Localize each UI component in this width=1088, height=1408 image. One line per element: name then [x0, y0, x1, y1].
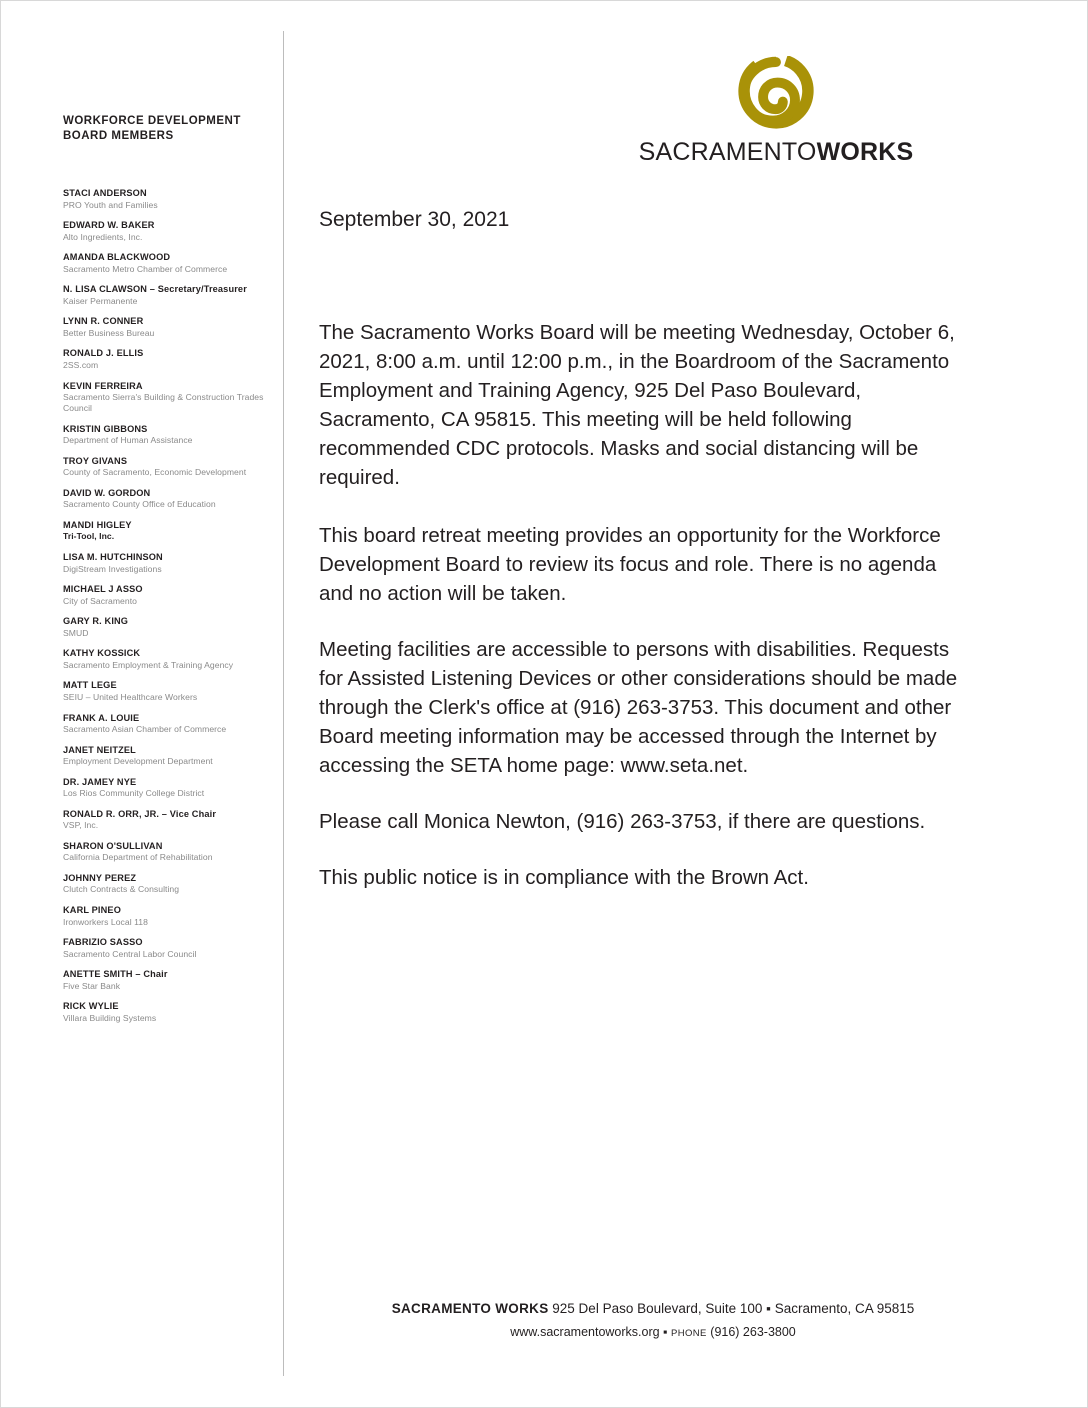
logo-text-works: WORKS	[816, 138, 914, 166]
board-member-name: KRISTIN GIBBONS	[63, 423, 148, 434]
board-member-organization: DigiStream Investigations	[63, 563, 162, 574]
footer-contact-line	[283, 1322, 1023, 1344]
board-member-organization: Five Star Bank	[63, 980, 121, 991]
letter-paragraph-1: The Sacramento Works Board will be meeting Wednesday, October 6, 2021, 8:00 a.m. until 12:00 p.m., in the Boardroom of the Sacramento Employment and Training Agency, 925 Del Paso Boulevard, Sacramento, CA 95815. This meeting will be held following recommended CDC protocols. Masks and social distancing will be required.	[319, 321, 955, 489]
board-member-name: JANET NEITZEL	[63, 744, 136, 755]
board-member-entry	[63, 424, 283, 447]
board-member-name: RONALD R. ORR, JR. – Vice Chair	[63, 808, 217, 819]
board-member-entry	[63, 188, 283, 211]
board-members-sidebar	[63, 114, 283, 1033]
board-member-name: N. LISA CLAWSON – Secretary/Treasurer	[63, 284, 247, 295]
board-member-organization: Employment Development Department	[63, 756, 213, 767]
board-member-entry	[63, 220, 283, 243]
letter-paragraph-4: Please call Monica Newton, (916) 263-3753, if there are questions.	[319, 810, 926, 833]
board-member-organization: Kaiser Permanente	[63, 295, 138, 306]
footer-phone: (916) 263-3800	[710, 1325, 796, 1339]
footer-website: www.sacramentoworks.org	[510, 1325, 660, 1339]
board-member-entry	[63, 284, 283, 307]
board-member-name: KARL PINEO	[63, 905, 121, 916]
logo-text-sacramento: SACRAMENTO	[638, 138, 817, 166]
sidebar-heading-line1: WORKFORCE DEVELOPMENT	[63, 115, 241, 127]
board-member-organization: County of Sacramento, Economic Development	[63, 467, 247, 478]
board-member-name: EDWARD W. BAKER	[63, 220, 155, 231]
letterhead-footer	[283, 1299, 1023, 1344]
board-member-name: MANDI HIGLEY	[63, 519, 132, 530]
footer-org-name: SACRAMENTO WORKS	[391, 1301, 549, 1316]
board-member-entry	[63, 937, 283, 960]
board-member-entry	[63, 905, 283, 928]
board-member-organization: Sacramento County Office of Education	[63, 499, 216, 510]
board-member-name: RICK WYLIE	[63, 1001, 119, 1012]
board-member-entry	[63, 680, 283, 703]
sidebar-heading	[63, 114, 283, 144]
board-member-entry	[63, 1001, 283, 1024]
board-member-name: SHARON O'SULLIVAN	[63, 840, 163, 851]
board-member-entry	[63, 841, 283, 864]
letter-paragraph-3: Meeting facilities are accessible to persons with disabilities. Requests for Assisted Listening Devices or other considerations should be made through the Clerk's office at (916) 263-3753. This document and other Board meeting information may be accessed through the Internet by accessing the SETA home page: www.seta.net.	[319, 638, 958, 777]
board-member-name: MICHAEL J ASSO	[63, 584, 143, 595]
board-member-name: DR. JAMEY NYE	[63, 776, 137, 787]
board-member-name: LISA M. HUTCHINSON	[63, 552, 163, 563]
board-member-organization: California Department of Rehabilitation	[63, 852, 213, 863]
board-member-entry	[63, 456, 283, 479]
board-member-organization: SEIU – United Healthcare Workers	[63, 691, 198, 702]
board-member-organization: Alto Ingredients, Inc.	[63, 231, 143, 242]
letter-body	[319, 206, 969, 919]
board-members-list	[63, 188, 283, 1024]
board-member-entry	[63, 616, 283, 639]
board-member-entry	[63, 252, 283, 275]
board-member-name: KATHY KOSSICK	[63, 648, 141, 659]
board-member-name: ANETTE SMITH – Chair	[63, 969, 168, 980]
board-member-organization: Ironworkers Local 118	[63, 916, 148, 927]
board-member-entry	[63, 873, 283, 896]
board-member-name: FABRIZIO SASSO	[63, 937, 143, 948]
board-member-name: MATT LEGE	[63, 680, 117, 691]
letter-paragraph-2: This board retreat meeting provides an opportunity for the Workforce Development Board to review its focus and role. There is no agenda and no action will be taken.	[319, 524, 941, 605]
board-member-entry	[63, 348, 283, 371]
board-member-name: JOHNNY PEREZ	[63, 872, 137, 883]
board-member-organization: Los Rios Community College District	[63, 788, 205, 799]
board-member-organization: Clutch Contracts & Consulting	[63, 884, 180, 895]
board-member-organization: Department of Human Assistance	[63, 435, 193, 446]
board-member-organization: Tri-Tool, Inc.	[63, 531, 115, 542]
vertical-divider	[283, 31, 284, 1376]
board-member-name: TROY GIVANS	[63, 455, 128, 466]
board-member-name: LYNN R. CONNER	[63, 316, 144, 327]
logo-wordmark	[561, 138, 991, 167]
board-member-entry	[63, 316, 283, 339]
board-member-entry	[63, 713, 283, 736]
board-member-organization: Sacramento Metro Chamber of Commerce	[63, 263, 228, 274]
board-member-entry	[63, 648, 283, 671]
board-member-name: STACI ANDERSON	[63, 188, 147, 198]
board-member-organization: Villara Building Systems	[63, 1012, 157, 1023]
letterhead-logo	[561, 56, 991, 167]
board-member-organization: VSP, Inc.	[63, 820, 99, 831]
board-member-organization: Sacramento Asian Chamber of Commerce	[63, 724, 227, 734]
board-member-name: KEVIN FERREIRA	[63, 380, 143, 391]
board-member-name: FRANK A. LOUIE	[63, 712, 140, 723]
board-member-entry	[63, 488, 283, 511]
board-member-entry	[63, 520, 283, 543]
board-member-entry	[63, 381, 283, 415]
footer-address: 925 Del Paso Boulevard, Suite 100 ▪ Sacramento, CA 95815	[552, 1301, 915, 1316]
board-member-name: GARY R. KING	[63, 616, 129, 627]
footer-separator: ▪	[663, 1325, 668, 1339]
board-member-entry	[63, 552, 283, 575]
board-member-entry	[63, 777, 283, 800]
board-member-entry	[63, 969, 283, 992]
board-member-name: RONALD J. ELLIS	[63, 348, 144, 359]
footer-address-line	[283, 1299, 1023, 1319]
sidebar-heading-line2: BOARD MEMBERS	[63, 130, 174, 142]
board-member-entry	[63, 745, 283, 768]
board-member-organization: 2SS.com	[63, 359, 99, 370]
sacramento-works-swirl-logo	[738, 56, 814, 132]
board-member-organization: City of Sacramento	[63, 595, 137, 606]
board-member-organization: Sacramento Central Labor Council	[63, 948, 197, 959]
footer-phone-label: PHONE	[671, 1328, 707, 1339]
letter-paragraph-5: This public notice is in compliance with the Brown Act.	[319, 866, 809, 889]
board-member-organization: PRO Youth and Families	[63, 199, 158, 210]
board-member-organization: Better Business Bureau	[63, 327, 155, 338]
board-member-entry	[63, 584, 283, 607]
board-member-organization: SMUD	[63, 627, 89, 638]
board-member-organization: Sacramento Sierra's Building & Construction Trades Council	[63, 392, 264, 414]
board-member-entry	[63, 809, 283, 832]
letter-date: September 30, 2021	[319, 208, 510, 231]
board-member-name: AMANDA BLACKWOOD	[63, 252, 171, 263]
board-member-name: DAVID W. GORDON	[63, 487, 151, 498]
board-member-organization: Sacramento Employment & Training Agency	[63, 659, 234, 670]
